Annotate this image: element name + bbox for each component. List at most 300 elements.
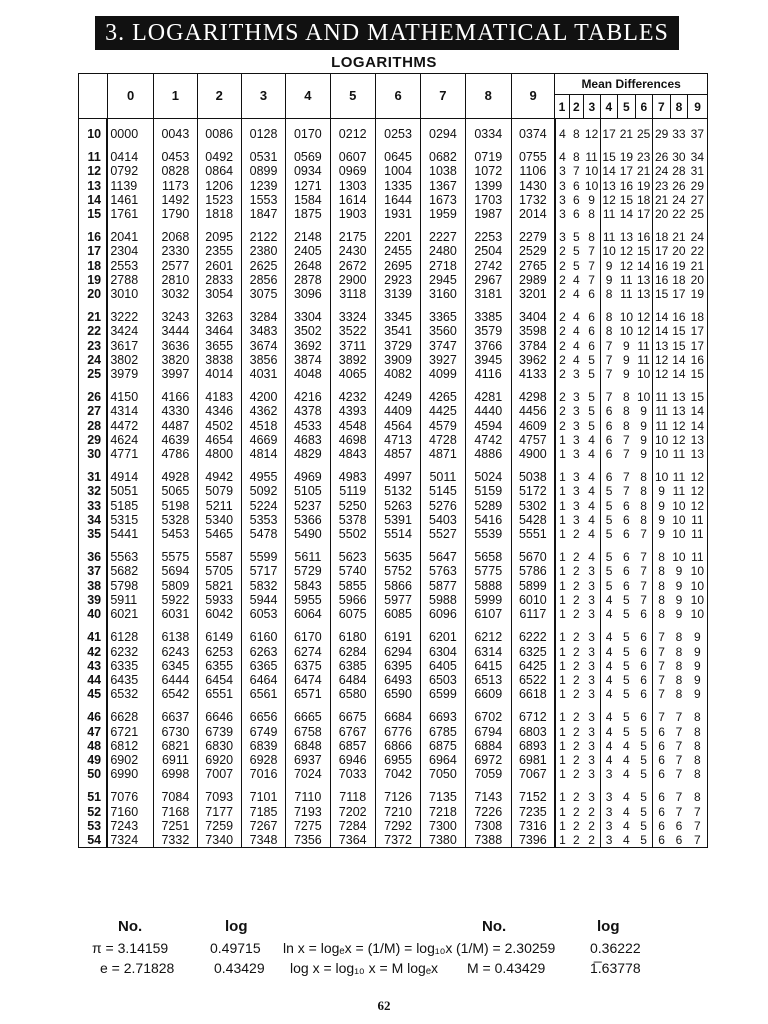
mean-difference-cell: 17 — [600, 119, 618, 142]
mean-difference-cell: 8 — [653, 593, 671, 607]
log-value-cell: 5119 — [330, 484, 375, 498]
log-value-cell: 6435 — [107, 673, 153, 687]
log-value-cell: 3997 — [154, 367, 197, 381]
row-number: 42 — [79, 645, 108, 659]
log-value-cell: 7193 — [286, 805, 330, 819]
log-value-cell: 1303 — [330, 179, 375, 193]
log-value-cell: 6096 — [421, 607, 465, 621]
log-value-cell: 4914 — [107, 461, 153, 484]
log-value-cell: 0934 — [286, 164, 330, 178]
log-value-cell: 5843 — [286, 579, 330, 593]
mean-difference-cell: 17 — [653, 244, 671, 258]
log-value-cell: 7168 — [154, 805, 197, 819]
log-value-cell: 0212 — [330, 119, 375, 142]
mean-difference-cell: 7 — [600, 353, 618, 367]
log-value-cell: 0294 — [421, 119, 465, 142]
mean-difference-cell: 9 — [688, 687, 708, 701]
log-value-cell: 6212 — [465, 621, 511, 644]
col-header: 4 — [286, 74, 330, 119]
col-header: 6 — [375, 74, 420, 119]
log-value-cell: 2672 — [330, 259, 375, 273]
footer-log-label: log — [225, 918, 248, 935]
log-value-cell: 3655 — [197, 339, 241, 353]
mean-difference-cell: 2 — [555, 301, 569, 324]
mean-difference-cell: 8 — [688, 767, 708, 781]
mean-difference-cell: 11 — [637, 352, 650, 367]
mean-difference-cell: 11 — [672, 447, 686, 462]
mean-difference-cell: 12 — [672, 432, 686, 447]
log-value-cell: 4232 — [330, 381, 375, 404]
mean-difference-cell: 2 — [573, 578, 580, 593]
mean-difference-cell: 3 — [573, 484, 580, 499]
mean-difference-cell: 16 — [653, 273, 671, 287]
mean-difference-cell: 6 — [600, 433, 618, 447]
mean-difference-cell: 1 — [555, 701, 569, 724]
mean-difference-cell: 20 — [688, 273, 708, 287]
row-number: 46 — [79, 701, 108, 724]
row-number: 35 — [79, 527, 108, 541]
log-value-cell: 3483 — [241, 324, 285, 338]
mean-difference-cell: 7 — [688, 833, 708, 848]
log-value-cell: 5729 — [286, 564, 330, 578]
mean-difference-cell: 1 — [555, 725, 569, 739]
mean-difference-cell: 6 — [653, 819, 671, 833]
log-value-cell: 4886 — [465, 447, 511, 461]
mean-difference-cell: 26 — [672, 178, 686, 193]
log-value-cell: 2175 — [330, 221, 375, 244]
log-value-cell: 5623 — [330, 541, 375, 564]
mean-difference-cell: 7 — [675, 790, 683, 805]
log-value-cell: 3522 — [330, 324, 375, 338]
mean-difference-cell: 14 — [636, 258, 651, 273]
log-value-cell: 3096 — [286, 287, 330, 301]
log-value-cell: 0128 — [241, 119, 285, 142]
log-value-cell: 3345 — [375, 301, 420, 324]
log-value-cell: 2648 — [286, 259, 330, 273]
mean-difference-cell: 4 — [573, 287, 580, 302]
log-value-cell: 4771 — [107, 447, 153, 461]
row-number: 40 — [79, 607, 108, 621]
log-value-cell: 4728 — [421, 433, 465, 447]
mean-difference-cell: 21 — [672, 230, 686, 245]
log-value-cell: 5224 — [241, 499, 285, 513]
log-value-cell: 6222 — [511, 621, 554, 644]
log-value-cell: 6304 — [421, 645, 465, 659]
log-value-cell: 6010 — [511, 593, 554, 607]
log-value-cell: 0719 — [465, 141, 511, 164]
log-value-cell: 6335 — [107, 659, 153, 673]
mean-difference-cell: 4 — [600, 621, 618, 644]
mean-difference-cell: 3 — [588, 672, 595, 687]
mean-difference-cell: 7 — [588, 258, 595, 273]
table-row — [79, 339, 708, 353]
log-value-cell: 4997 — [375, 461, 420, 484]
table-row — [79, 447, 708, 461]
footer-no-label: No. — [118, 918, 143, 935]
log-value-cell: 3201 — [511, 287, 554, 301]
log-value-cell: 1987 — [465, 207, 511, 221]
mean-difference-cell: 6 — [588, 324, 595, 339]
log-value-cell: 6561 — [241, 687, 285, 701]
log-value-cell: 0453 — [154, 141, 197, 164]
log-value-cell: 2068 — [154, 221, 197, 244]
mean-difference-cell: 10 — [600, 244, 618, 258]
mean-difference-cell: 7 — [588, 244, 595, 259]
mean-difference-cell: 10 — [584, 164, 599, 179]
log-value-cell: 2380 — [241, 244, 285, 258]
mean-difference-cell: 7 — [623, 432, 630, 447]
table-row — [79, 461, 708, 484]
log-value-cell: 0000 — [107, 119, 153, 142]
table-row — [79, 433, 708, 447]
mean-difference-cell: 4 — [588, 498, 595, 513]
log-value-cell: 4281 — [465, 381, 511, 404]
table-body — [79, 119, 708, 848]
log-value-cell: 6893 — [511, 739, 554, 753]
log-value-cell: 6355 — [197, 659, 241, 673]
log-value-cell: 0170 — [286, 119, 330, 142]
mean-difference-cell: 2 — [584, 833, 600, 848]
log-value-cell: 5977 — [375, 593, 420, 607]
mean-difference-cell: 1 — [555, 527, 569, 541]
table-row — [79, 484, 708, 498]
row-number: 51 — [79, 781, 108, 804]
mean-difference-cell: 4 — [573, 324, 580, 339]
log-value-cell: 7316 — [511, 819, 554, 833]
log-value-cell: 4757 — [511, 433, 554, 447]
mean-difference-cell: 7 — [653, 659, 671, 673]
mean-difference-cell: 6 — [600, 447, 618, 461]
mean-difference-cell: 8 — [675, 630, 683, 645]
table-row — [79, 164, 708, 178]
log-value-cell: 1875 — [286, 207, 330, 221]
log-value-cell: 6325 — [511, 645, 554, 659]
table-row — [79, 659, 708, 673]
mean-difference-cell: 14 — [672, 352, 686, 367]
log-value-cell: 0682 — [421, 141, 465, 164]
log-value-cell: 3784 — [511, 339, 554, 353]
log-value-cell: 5635 — [375, 541, 420, 564]
row-number: 22 — [79, 324, 108, 338]
log-value-cell: 4742 — [465, 433, 511, 447]
log-value-cell: 6990 — [107, 767, 153, 781]
log-value-cell: 6542 — [154, 687, 197, 701]
log-value-cell: 5490 — [286, 527, 330, 541]
mean-difference-cell: 5 — [573, 230, 580, 245]
mean-difference-cell: 8 — [675, 658, 683, 673]
mean-difference-cell: 8 — [588, 207, 595, 222]
log-value-cell: 6138 — [154, 621, 197, 644]
mean-difference-cell: 12 — [653, 367, 671, 381]
mean-difference-cell: 13 — [688, 447, 708, 461]
row-number: 25 — [79, 367, 108, 381]
mean-difference-cell: 1 — [555, 447, 569, 461]
mean-difference-cell: 34 — [688, 141, 708, 164]
mean-difference-cell: 5 — [623, 644, 630, 659]
log-value-cell: 5172 — [511, 484, 554, 498]
log-value-cell: 4786 — [154, 447, 197, 461]
table-row — [79, 687, 708, 701]
log-value-cell: 1703 — [465, 193, 511, 207]
mean-difference-cell: 5 — [588, 390, 595, 405]
md-col-header: 1 — [555, 95, 569, 119]
log-value-cell: 5763 — [421, 564, 465, 578]
mean-difference-cell: 4 — [623, 818, 630, 833]
mean-difference-cell: 7 — [640, 527, 647, 542]
mean-difference-cell: 7 — [688, 805, 708, 819]
mean-difference-cell: 17 — [672, 287, 686, 302]
log-value-cell: 7300 — [421, 819, 465, 833]
mean-difference-cell: 5 — [623, 672, 630, 687]
log-value-cell: 5539 — [465, 527, 511, 541]
mean-difference-cell: 2 — [573, 710, 580, 725]
mean-difference-cell: 2 — [555, 273, 569, 287]
mean-difference-cell: 8 — [623, 404, 630, 419]
log-value-cell: 2810 — [154, 273, 197, 287]
mean-difference-cell: 2 — [573, 724, 580, 739]
log-value-cell: 4440 — [465, 404, 511, 418]
mean-difference-cell: 2 — [555, 259, 569, 273]
mean-difference-cell: 18 — [672, 272, 686, 287]
log-value-cell: 3404 — [511, 301, 554, 324]
mean-difference-cell: 7 — [675, 724, 683, 739]
log-value-cell: 6042 — [197, 607, 241, 621]
log-value-cell: 1206 — [197, 179, 241, 193]
log-value-cell: 6981 — [511, 753, 554, 767]
log-value-cell: 3579 — [465, 324, 511, 338]
log-value-cell: 6628 — [107, 701, 153, 724]
mean-difference-cell: 4 — [573, 272, 580, 287]
mean-difference-cell: 5 — [588, 352, 595, 367]
log-value-cell: 5563 — [107, 541, 153, 564]
mean-difference-cell: 2 — [573, 658, 580, 673]
log-value-cell: 6522 — [511, 673, 554, 687]
log-value-cell: 6551 — [197, 687, 241, 701]
mean-difference-cell: 7 — [675, 738, 683, 753]
log-value-cell: 2430 — [330, 244, 375, 258]
mean-difference-cell: 9 — [600, 273, 618, 287]
log-value-cell: 5065 — [154, 484, 197, 498]
mean-difference-cell: 19 — [636, 178, 651, 193]
table-title: LOGARITHMS — [331, 54, 437, 71]
log-value-cell: 5922 — [154, 593, 197, 607]
log-value-cell: 2041 — [107, 221, 153, 244]
log-value-cell: 6232 — [107, 645, 153, 659]
log-value-cell: 4249 — [375, 381, 420, 404]
mean-difference-cell: 7 — [573, 164, 580, 179]
mean-difference-cell: 11 — [620, 272, 633, 287]
col-header: 2 — [197, 74, 241, 119]
log-value-cell: 5551 — [511, 527, 554, 541]
log-value-cell: 3838 — [197, 353, 241, 367]
log-value-cell: 5159 — [465, 484, 511, 498]
table-row — [79, 739, 708, 753]
mean-difference-cell: 6 — [588, 287, 595, 302]
log-value-cell: 0828 — [154, 164, 197, 178]
mean-difference-cell: 5 — [623, 592, 630, 607]
mean-difference-cell: 6 — [653, 739, 671, 753]
mean-difference-cell: 12 — [636, 324, 651, 339]
mean-difference-cell: 3 — [588, 578, 595, 593]
mean-difference-cell: 13 — [672, 404, 686, 419]
log-value-cell: 1399 — [465, 179, 511, 193]
mean-difference-cell: 3 — [573, 512, 580, 527]
mean-difference-cell: 13 — [636, 272, 651, 287]
mean-difference-cell: 10 — [688, 593, 708, 607]
log-value-cell: 7042 — [375, 767, 420, 781]
row-number: 52 — [79, 805, 108, 819]
log-value-cell: 5855 — [330, 579, 375, 593]
mean-difference-cell: 7 — [600, 339, 618, 353]
mean-difference-cell: 7 — [600, 381, 618, 404]
mean-difference-cell: 5 — [623, 630, 630, 645]
log-value-cell: 6857 — [330, 739, 375, 753]
log-value-cell: 5955 — [286, 593, 330, 607]
mean-difference-cell: 1 — [555, 819, 569, 833]
log-value-cell: 7396 — [511, 833, 554, 848]
mean-difference-cell: 5 — [635, 833, 653, 848]
row-number: 23 — [79, 339, 108, 353]
log-value-cell: 7259 — [197, 819, 241, 833]
mean-difference-cell: 3 — [588, 644, 595, 659]
mean-difference-cell: 10 — [672, 550, 686, 565]
log-value-cell: 5832 — [241, 579, 285, 593]
log-value-cell: 0086 — [197, 119, 241, 142]
log-value-cell: 7218 — [421, 805, 465, 819]
log-value-cell: 7332 — [154, 833, 197, 848]
mean-difference-cell: 7 — [675, 804, 683, 819]
log-value-cell: 7059 — [465, 767, 511, 781]
mean-difference-cell: 2 — [573, 738, 580, 753]
log-value-cell: 4983 — [330, 461, 375, 484]
log-value-cell: 4928 — [154, 461, 197, 484]
mean-difference-cell: 3 — [573, 367, 580, 382]
log-value-cell: 6693 — [421, 701, 465, 724]
row-number: 36 — [79, 541, 108, 564]
log-value-cell: 1106 — [511, 164, 554, 178]
log-value-cell: 7340 — [197, 833, 241, 848]
mean-difference-cell: 11 — [688, 541, 708, 564]
mean-difference-cell: 4 — [623, 790, 630, 805]
row-number: 29 — [79, 433, 108, 447]
mean-difference-cell: 3 — [573, 447, 580, 462]
log-value-cell: 3243 — [154, 301, 197, 324]
log-value-cell: 2900 — [330, 273, 375, 287]
mean-difference-cell: 15 — [600, 141, 618, 164]
mean-difference-cell: 8 — [640, 498, 647, 513]
log-value-cell: 7016 — [241, 767, 285, 781]
inverse-m-log: 0.36222 — [590, 940, 641, 956]
log-value-cell: 1523 — [197, 193, 241, 207]
mean-difference-cell: 3 — [588, 767, 595, 782]
mean-difference-cell: 4 — [573, 338, 580, 353]
mean-difference-cell: 37 — [688, 119, 708, 142]
col-header: 9 — [511, 74, 554, 119]
log-value-cell: 6946 — [330, 753, 375, 767]
mean-difference-cell: 17 — [688, 339, 708, 353]
log-value-cell: 3802 — [107, 353, 153, 367]
mean-difference-cell: 10 — [688, 607, 708, 621]
table-row — [79, 645, 708, 659]
mean-difference-cell: 6 — [640, 630, 647, 645]
table-row — [79, 381, 708, 404]
log-value-cell: 1239 — [241, 179, 285, 193]
mean-difference-cell: 5 — [623, 607, 630, 622]
table-row — [79, 767, 708, 781]
mean-difference-cell: 6 — [640, 644, 647, 659]
log-value-cell: 5809 — [154, 579, 197, 593]
mean-difference-cell: 22 — [672, 207, 686, 222]
mean-difference-cell: 12 — [636, 310, 651, 325]
mean-difference-cell: 7 — [640, 550, 647, 565]
log-value-cell: 5441 — [107, 527, 153, 541]
mean-difference-cell: 4 — [588, 512, 595, 527]
table-row — [79, 527, 708, 541]
mean-difference-cell: 12 — [584, 127, 599, 141]
mean-difference-cell: 3 — [600, 767, 618, 781]
mean-difference-cell: 2 — [573, 687, 580, 702]
row-number: 18 — [79, 259, 108, 273]
mean-difference-cell: 13 — [653, 339, 671, 353]
log-value-cell: 4564 — [375, 419, 420, 433]
mean-difference-cell: 6 — [623, 498, 630, 513]
log-value-cell: 1732 — [511, 193, 554, 207]
mean-difference-cell: 3 — [573, 390, 580, 405]
log-value-cell: 6675 — [330, 701, 375, 724]
mean-difference-cell: 6 — [670, 833, 688, 848]
table-row — [79, 259, 708, 273]
log-value-cell: 0969 — [330, 164, 375, 178]
log-value-cell: 2923 — [375, 273, 420, 287]
log-formula: log x = log₁₀ x = M logₑx — [290, 960, 439, 976]
log-value-cell: 6830 — [197, 739, 241, 753]
mean-difference-cell: 14 — [600, 164, 618, 178]
mean-difference-cell: 5 — [600, 541, 618, 564]
log-value-cell: 3909 — [375, 353, 420, 367]
mean-difference-cell: 1 — [555, 433, 569, 447]
log-value-cell: 3222 — [107, 301, 153, 324]
log-value-cell: 7324 — [107, 833, 153, 848]
mean-difference-cell: 6 — [573, 178, 580, 193]
row-number: 48 — [79, 739, 108, 753]
log-value-cell: 6739 — [197, 725, 241, 739]
mean-difference-cell: 8 — [675, 644, 683, 659]
log-value-cell: 3856 — [241, 353, 285, 367]
mean-difference-cell: 3 — [588, 738, 595, 753]
mean-difference-cell: 2 — [555, 381, 569, 404]
log-value-cell: 5145 — [421, 484, 465, 498]
mean-difference-cell: 3 — [600, 819, 618, 833]
mean-difference-cell: 11 — [653, 404, 671, 418]
log-value-cell: 4065 — [330, 367, 375, 381]
col-header: 7 — [421, 74, 465, 119]
table-row — [79, 141, 708, 164]
mean-difference-cell: 3 — [573, 470, 580, 485]
mean-difference-cell: 11 — [672, 470, 686, 485]
mean-difference-cell: 3 — [588, 710, 595, 725]
mean-difference-cell: 9 — [600, 259, 618, 273]
log-value-cell: 1271 — [286, 179, 330, 193]
mean-difference-cell: 11 — [600, 207, 618, 221]
log-value-cell: 2148 — [286, 221, 330, 244]
log-value-cell: 6785 — [421, 725, 465, 739]
mean-difference-cell: 3 — [600, 805, 618, 819]
mean-difference-cell: 2 — [573, 550, 580, 565]
mean-difference-cell: 4 — [600, 645, 618, 659]
md-col-header: 7 — [653, 95, 671, 119]
log-value-cell: 6375 — [286, 659, 330, 673]
log-value-cell: 7152 — [511, 781, 554, 804]
